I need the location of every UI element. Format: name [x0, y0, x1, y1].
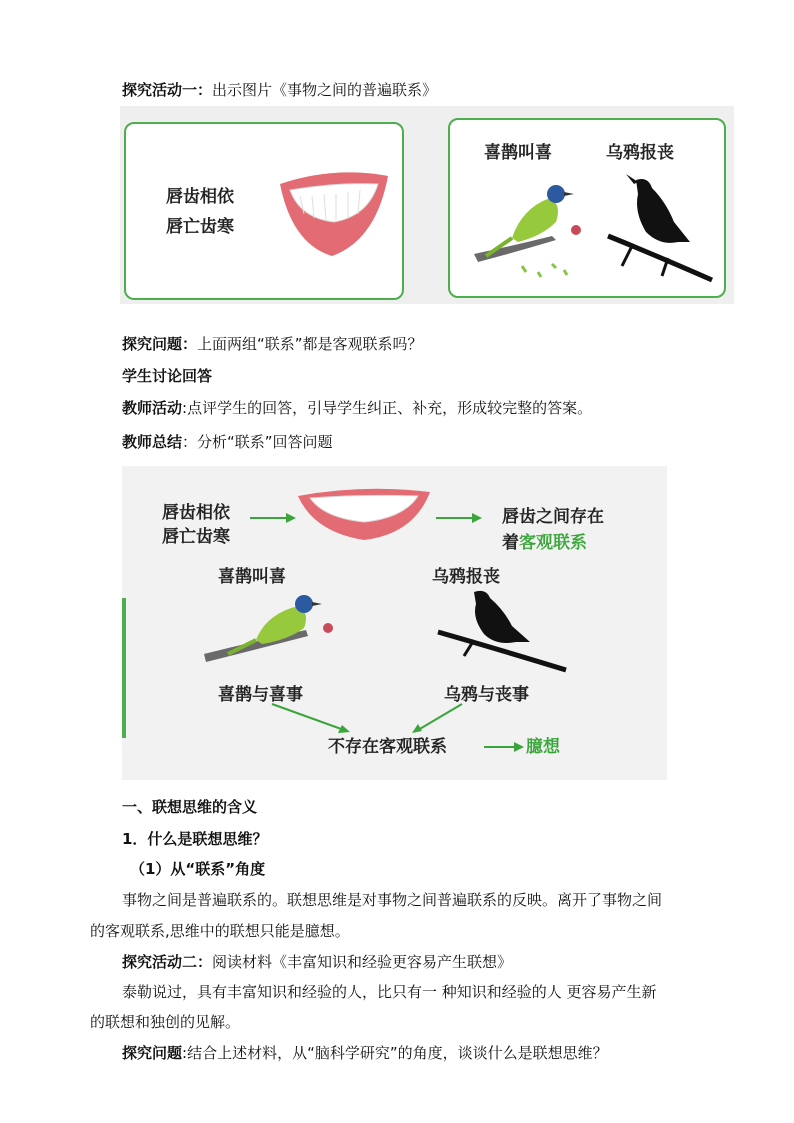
teacher-summary-line [122, 432, 333, 452]
question1-line [122, 334, 423, 354]
lips-label-2: 唇亡齿寒 [166, 217, 234, 237]
figure2 [122, 466, 667, 780]
figure1 [120, 106, 734, 304]
green-edge-bar [122, 598, 126, 738]
teacher-activity-line [122, 398, 592, 418]
question2-label: 探究问题 [122, 1044, 183, 1062]
teacher-summary-text: ：分析“联系”回答问题 [182, 433, 333, 451]
lips-card [124, 122, 404, 300]
activity2-text: 阅读材料《丰富知识和经验更容易产生联想》 [212, 953, 513, 971]
activity2-label: 探究活动二： [122, 953, 213, 971]
teacher-activity-text: :点评学生的回答，引导学生纠正、补充，形成较完整的答案。 [182, 399, 593, 417]
q1-heading: 1．什么是联想思维？ [122, 830, 268, 848]
crow-image [608, 172, 718, 284]
crow-label: 乌鸦报丧 [606, 143, 674, 163]
arrow-icon [484, 741, 524, 753]
fig2-magpie-event: 喜鹊与喜事 [218, 685, 303, 705]
fig2-objective-relation: 客观联系 [519, 533, 587, 553]
fig2-crow-image [434, 586, 570, 674]
activity2-line [122, 952, 512, 972]
fig2-lips-label-1: 唇齿相依 [162, 503, 230, 523]
magpie-image [472, 176, 592, 280]
fig2-result-line-1: 唇齿之间存在 [502, 507, 604, 527]
activity1-line [122, 80, 437, 100]
para2-line-2: 的联想和独创的见解。 [90, 1013, 241, 1031]
activity1-text: 出示图片《事物之间的普遍联系》 [212, 81, 438, 99]
para2-line-1: 泰勒说过，具有丰富知识和经验的人，比只有一 种知识和经验的人 更容易产生新 [122, 983, 657, 1001]
activity1-label: 探究活动一： [122, 81, 213, 99]
converge-arrows [252, 702, 502, 736]
para1-line-1: 事物之间是普遍联系的。联想思维是对事物之间普遍联系的反映。离开了事物之间 [122, 891, 663, 909]
fig2-crow-label: 乌鸦报丧 [432, 567, 500, 587]
teacher-activity-label: 教师活动 [122, 399, 183, 417]
section1-heading: 一、联想思维的含义 [122, 798, 258, 816]
question1-text: 上面两组“联系”都是客观联系吗？ [197, 335, 423, 353]
fig2-magpie-label: 喜鹊叫喜 [218, 567, 286, 587]
fig2-lips-label-2: 唇亡齿寒 [162, 527, 230, 547]
para1-line-2: 的客观联系,思维中的联想只能是臆想。 [90, 922, 350, 940]
fig2-crow-event: 乌鸦与丧事 [444, 685, 529, 705]
question2-line [122, 1043, 608, 1063]
fig2-smile-image [296, 486, 432, 542]
sub1-heading: （1）从“联系”角度 [130, 860, 266, 878]
fig2-magpie-image [202, 592, 344, 674]
fig2-fancy: 臆想 [526, 737, 560, 757]
discuss-line: 学生讨论回答 [122, 367, 213, 385]
fig2-result-prefix: 着 [502, 533, 519, 553]
question2-text: :结合上述材料，从“脑科学研究”的角度，谈谈什么是联想思维？ [182, 1044, 608, 1062]
lips-label-1: 唇齿相依 [166, 187, 234, 207]
arrow-icon [436, 512, 482, 524]
arrow-icon [250, 512, 296, 524]
birds-card [448, 118, 726, 298]
fig2-no-relation: 不存在客观联系 [328, 737, 447, 757]
teacher-summary-label: 教师总结 [122, 433, 183, 451]
smile-image [276, 170, 392, 262]
question1-label: 探究问题： [122, 335, 198, 353]
magpie-label: 喜鹊叫喜 [484, 143, 552, 163]
fig2-result-line-2 [502, 528, 587, 553]
